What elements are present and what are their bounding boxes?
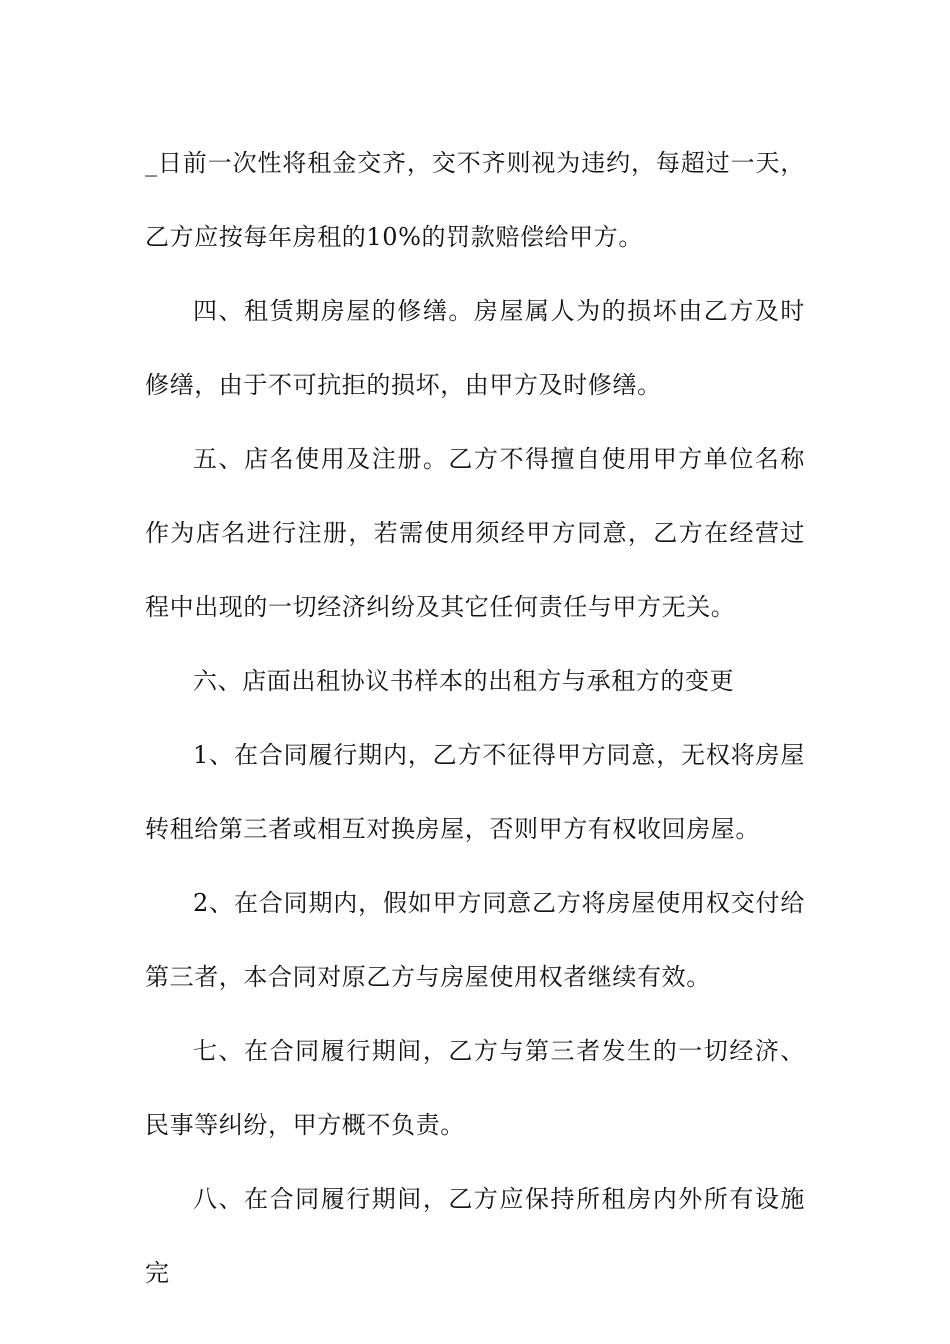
paragraph-facilities: 八、在合同履行期间，乙方应保持所租房内外所有设施完: [145, 1185, 805, 1287]
document-body: [145, 126, 805, 1310]
paragraph-disputes: 七、在合同履行期间，乙方与第三者发生的一切经济、民事等纠纷，甲方概不负责。: [145, 1037, 805, 1139]
paragraph-repairs: 四、租赁期房屋的修缮。房屋属人为的损坏由乙方及时修缮，由于不可抗拒的损坏，由甲方及时修缮。: [145, 297, 805, 399]
paragraph-party-change-heading: 六、店面出租协议书样本的出租方与承租方的变更: [193, 667, 735, 695]
paragraph-transfer: 2、在合同期内，假如甲方同意乙方将房屋使用权交付给第三者，本合同对原乙方与房屋使用权者继续有效。: [145, 889, 805, 991]
paragraph-sublease: 1、在合同履行期内，乙方不征得甲方同意，无权将房屋转租给第三者或相互对换房屋，否则甲方有权收回房屋。: [145, 741, 805, 843]
paragraph-rent-payment: _日前一次性将租金交齐，交不齐则视为违约，每超过一天，乙方应按每年房租的10%的罚款赔偿给甲方。: [145, 149, 805, 251]
paragraph-shop-name: 五、店名使用及注册。乙方不得擅自使用甲方单位名称作为店名进行注册，若需使用须经甲方同意，乙方在经营过程中出现的一切经济纠纷及其它任何责任与甲方无关。: [145, 445, 805, 621]
